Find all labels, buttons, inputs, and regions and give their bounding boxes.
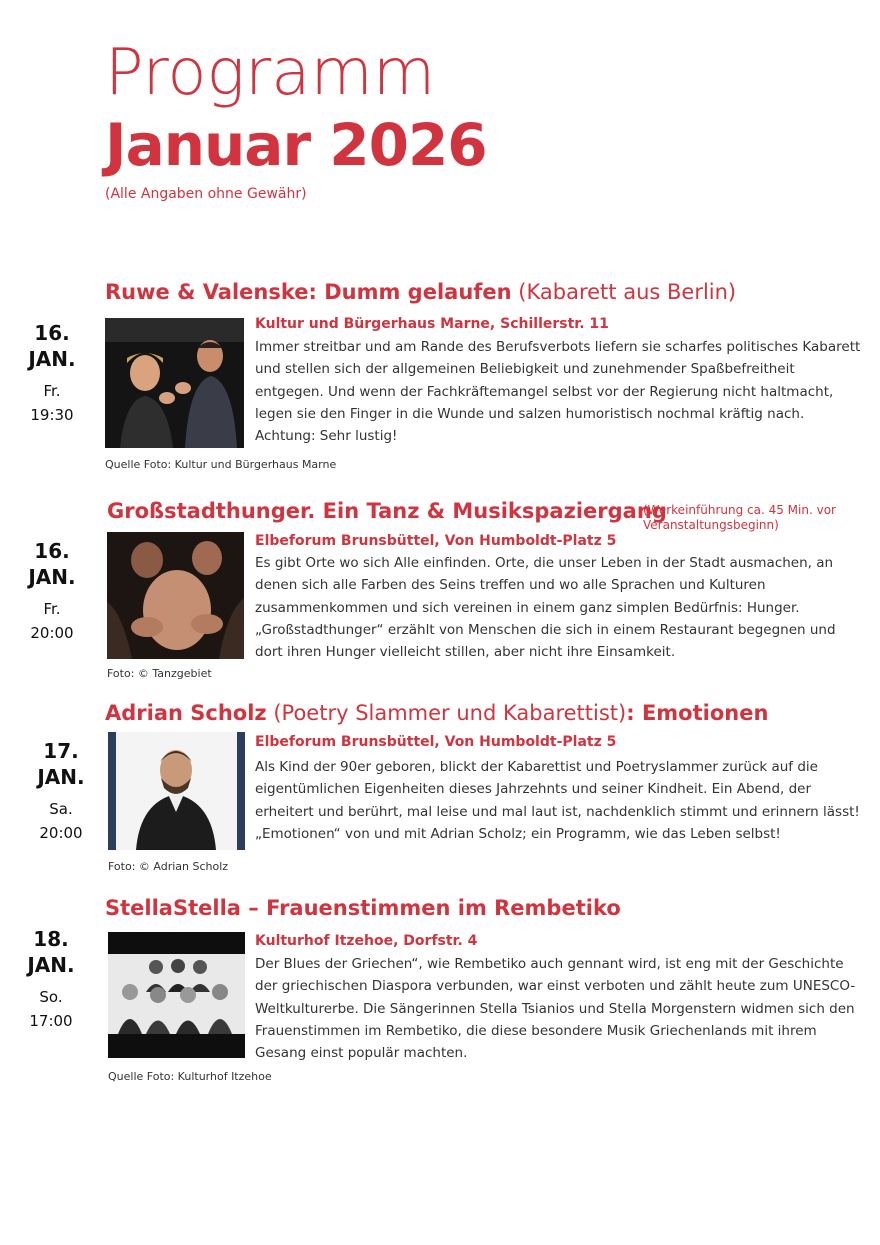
event-title [105, 701, 768, 725]
event-venue: Kultur und Bürgerhaus Marne, Schillerstr. 11 [255, 316, 609, 332]
event-photo [108, 732, 245, 850]
date-month: JAN. [27, 953, 75, 977]
event-title [105, 280, 736, 304]
event-aside-note: (Werkeinführung ca. 45 Min. vor Veranstaltungsbeginn) [643, 503, 836, 532]
date-day: 16. [34, 321, 70, 345]
event-title-main: StellaStella – Frauenstimmen im Rembetiko [105, 896, 621, 920]
event-title [105, 896, 621, 920]
page-subtitle: Januar 2026 [105, 111, 487, 179]
event-time: 20:00 [39, 824, 83, 842]
event-title-program: : Emotionen [626, 701, 769, 725]
event-time: 17:00 [29, 1012, 73, 1030]
event-description: Immer streitbar und am Rande des Berufsverbots liefern sie scharfes politisches Kabarett und stellen sich der allgemeinen Beliebigkeit und zunehmender Spaßbefreitheit entgegen. Und wenn der Fachkräftemangel selbst vor der Regierung nicht haltmacht, legen sie den Finger in die Wunde und salzen humoristisch nochmal kräftig nach. Achtung: Sehr lustig! [255, 339, 861, 445]
date-day: 17. [43, 739, 79, 763]
date-day: 16. [34, 539, 70, 563]
event-description: Es gibt Orte wo sich Alle einfinden. Orte, die unser Leben in der Stadt ausmachen, an denen sich alle Farben des Seins treffen und wo alle Sprachen und Kulturen zusammenkommen und sich vereinen in einem ganz simplen Bedürfnis: Hunger. „Großstadthunger“ erzählt von Menschen die sich in einem Restaurant begegnen und dort ihren Hunger vielleicht stillen, aber nicht ihre Einsamkeit. [255, 555, 836, 661]
event-title-genre: (Poetry Slammer und Kabarettist) [273, 701, 627, 725]
photo-credit: Quelle Foto: Kultur und Bürgerhaus Marne [105, 458, 337, 471]
date-weekday: Sa. [49, 800, 73, 818]
page-title: Programm [105, 36, 436, 110]
event-time: 19:30 [30, 406, 74, 424]
event-date [7, 320, 97, 428]
date-weekday: So. [39, 988, 63, 1006]
event-title-genre: (Kabarett aus Berlin) [518, 280, 737, 304]
event-title-main: Adrian Scholz [105, 701, 267, 725]
event-venue: Elbeforum Brunsbüttel, Von Humboldt-Platz 5 [255, 533, 617, 549]
event-date [7, 538, 97, 646]
date-weekday: Fr. [43, 382, 61, 400]
event-date [6, 926, 96, 1034]
event-venue: Kulturhof Itzehoe, Dorfstr. 4 [255, 933, 478, 949]
date-month: JAN. [28, 565, 76, 589]
event-title-main: Großstadthunger. Ein Tanz & Musikspaziergang [107, 499, 667, 523]
event-photo [107, 532, 244, 659]
event-photo [108, 932, 245, 1058]
photo-credit: Quelle Foto: Kulturhof Itzehoe [108, 1070, 272, 1083]
event-photo [105, 318, 244, 448]
date-month: JAN. [37, 765, 85, 789]
event-title-main: Ruwe & Valenske: Dumm gelaufen [105, 280, 512, 304]
photo-credit: Foto: © Tanzgebiet [107, 667, 212, 680]
event-venue: Elbeforum Brunsbüttel, Von Humboldt-Platz 5 [255, 734, 617, 750]
event-time: 20:00 [30, 624, 74, 642]
event-date [16, 738, 106, 846]
event-title [107, 499, 667, 523]
page-header [105, 36, 487, 202]
disclaimer-note: (Alle Angaben ohne Gewähr) [105, 186, 307, 202]
event-description: Als Kind der 90er geboren, blickt der Kabarettist und Poetryslammer zurück auf die eigentümlichen Eigenheiten dieses Jahrzehnts und seiner Kindheit. Ein Abend, der erheitert und berührt, mal leise und mal laut ist, nachdenklich stimmt und erinnern lässt! „Emotionen“ von und mit Adrian Scholz; ein Programm, wie das Leben selbst! [255, 759, 860, 842]
date-day: 18. [33, 927, 69, 951]
date-month: JAN. [28, 347, 76, 371]
photo-credit: Foto: © Adrian Scholz [108, 860, 229, 873]
event-description: Der Blues der Griechen“, wie Rembetiko auch gennant wird, ist eng mit der Geschichte der griechischen Diaspora verbunden, war einst verboten und zählt heute zum UNESCO-Weltkulturerbe. Die Sängerinnen Stella Tsianios und Stella Morgenstern widmen sich den Frauenstimmen im Rembetiko, die diese besondere Musik Griechenlands mit ihrem Gesang einst populär machten. [255, 956, 856, 1062]
date-weekday: Fr. [43, 600, 61, 618]
